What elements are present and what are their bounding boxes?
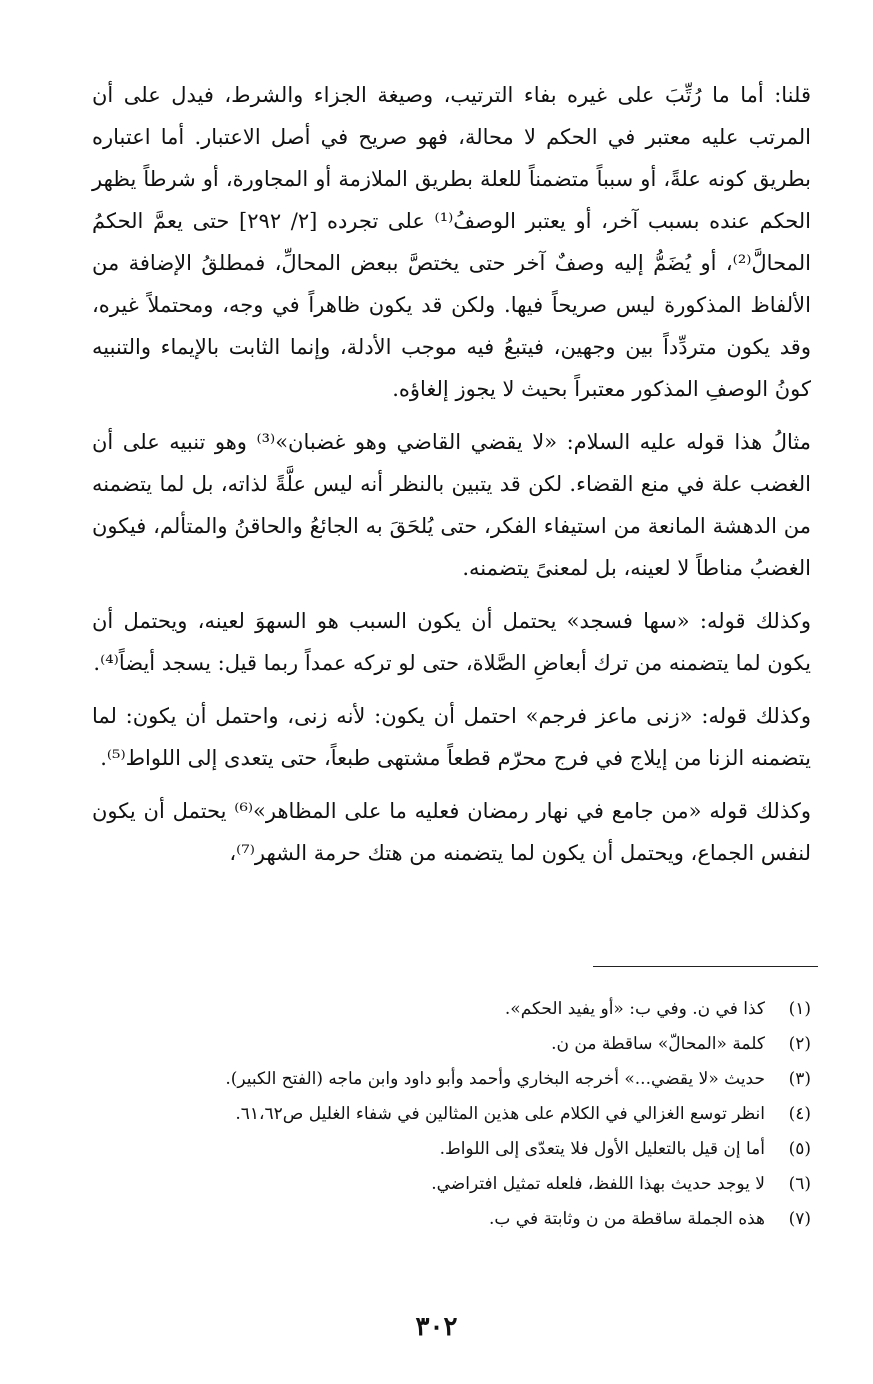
paragraph-1: قلنا: أما ما رُتِّبَ على غيره بفاء الترتيب، وصيغة الجزاء والشرط، فيدل على أن المرتب عليه معتبر في الحكم لا محالة، فهو صريح في أصل الاعتبار. أما اعتباره بطريق كونه علةً، أو سبباً متضمناً للعلة بطريق الملازمة أو المجاورة، أو شرطاً يظهر الحكم عنده بسبب آخر، أو يعتبر الوصفُ⁽¹⁾ على تجرده [٢/ ٢٩٢] حتى يعمَّ الحكمُ المحالَّ⁽²⁾، أو يُضَمُّ إليه وصفٌ آخر حتى يختصَّ ببعض المحالِّ، فمطلقُ الإضافة من الألفاظ المذكورة ليس صريحاً فيها. ولكن قد يكون ظاهراً في وجه، ومحتملاً غيره، وقد يكون متردِّداً بين وجهين، فيتبعُ فيه موجب الأدلة، وإنما الثابت بالإيماء والتنبيه كونُ الوصفِ المذكور معتبراً بحيث لا يجوز إلغاؤه. bbox=[92, 83, 811, 401]
paragraph-5: وكذلك قوله «من جامع في نهار رمضان فعليه ما على المظاهر»⁽⁶⁾ يحتمل أن يكون لنفس الجماع، ويحتمل أن يكون لما يتضمنه من هتك حرمة الشهر⁽⁷⁾، bbox=[92, 799, 811, 865]
footnote-text: لا يوجد حديث بهذا اللفظ، فلعله تمثيل افتراضي. bbox=[431, 1174, 765, 1194]
footnote-item bbox=[92, 992, 811, 1027]
paragraph-3: وكذلك قوله: «سها فسجد» يحتمل أن يكون السبب هو السهوَ لعينه، ويحتمل أن يكون لما يتضمنه من ترك أبعاضِ الصَّلاة، حتى لو تركه عمداً ربما قيل: يسجد أيضاً⁽⁴⁾. bbox=[92, 609, 811, 675]
footnote-text: أما إن قيل بالتعليل الأول فلا يتعدّى إلى اللواط. bbox=[439, 1139, 765, 1159]
footnote-text: هذه الجملة ساقطة من ن وثابتة في ب. bbox=[488, 1209, 765, 1229]
footnote-text: كذا في ن. وفي ب: «أو يفيد الحكم». bbox=[504, 999, 765, 1019]
footnote-number: (٣) bbox=[788, 1069, 811, 1089]
footnotes-list bbox=[92, 992, 811, 1237]
footnote-item bbox=[92, 1027, 811, 1062]
footnote-divider bbox=[593, 966, 818, 967]
footnote-number: (٤) bbox=[788, 1104, 811, 1124]
footnote-item bbox=[92, 1062, 811, 1097]
footnote-number: (٥) bbox=[788, 1139, 811, 1159]
footnote-number: (٧) bbox=[788, 1209, 811, 1229]
paragraph-4: وكذلك قوله: «زنى ماعز فرجم» احتمل أن يكون: لأنه زنى، واحتمل أن يكون: لما يتضمنه الزنا من إيلاج في فرج محرّم قطعاً مشتهى طبعاً، حتى يتعدى إلى اللواط⁽⁵⁾. bbox=[92, 704, 811, 770]
main-text bbox=[92, 74, 811, 885]
footnote-item bbox=[92, 1202, 811, 1237]
footnote-text: حديث «لا يقضي...» أخرجه البخاري وأحمد وأبو داود وابن ماجه (الفتح الكبير). bbox=[225, 1069, 765, 1089]
footnote-number: (٢) bbox=[788, 1034, 811, 1054]
footnote-text: كلمة «المحالّ» ساقطة من ن. bbox=[551, 1034, 765, 1054]
footnote-item bbox=[92, 1097, 811, 1132]
footnote-number: (١) bbox=[788, 999, 811, 1019]
footnote-text: انظر توسع الغزالي في الكلام على هذين المثالين في شفاء الغليل ص٦١،٦٢. bbox=[235, 1104, 765, 1124]
footnote-number: (٦) bbox=[788, 1174, 811, 1194]
page-number: ٣٠٢ bbox=[415, 1312, 458, 1342]
footnote-item bbox=[92, 1132, 811, 1167]
paragraph-2: مثالُ هذا قوله عليه السلام: «لا يقضي القاضي وهو غضبان»⁽³⁾ وهو تنبيه على أن الغضب علة في منع القضاء. لكن قد يتبين بالنظر أنه ليس علَّةً لذاته، بل لما يتضمنه من الدهشة المانعة من استيفاء الفكر، حتى يُلحَقَ به الجائعُ والحاقنُ والمتألم، فيكون الغضبُ مناطاً لا لعينه، بل لمعنىً يتضمنه. bbox=[92, 430, 812, 580]
footnote-item bbox=[92, 1167, 811, 1202]
